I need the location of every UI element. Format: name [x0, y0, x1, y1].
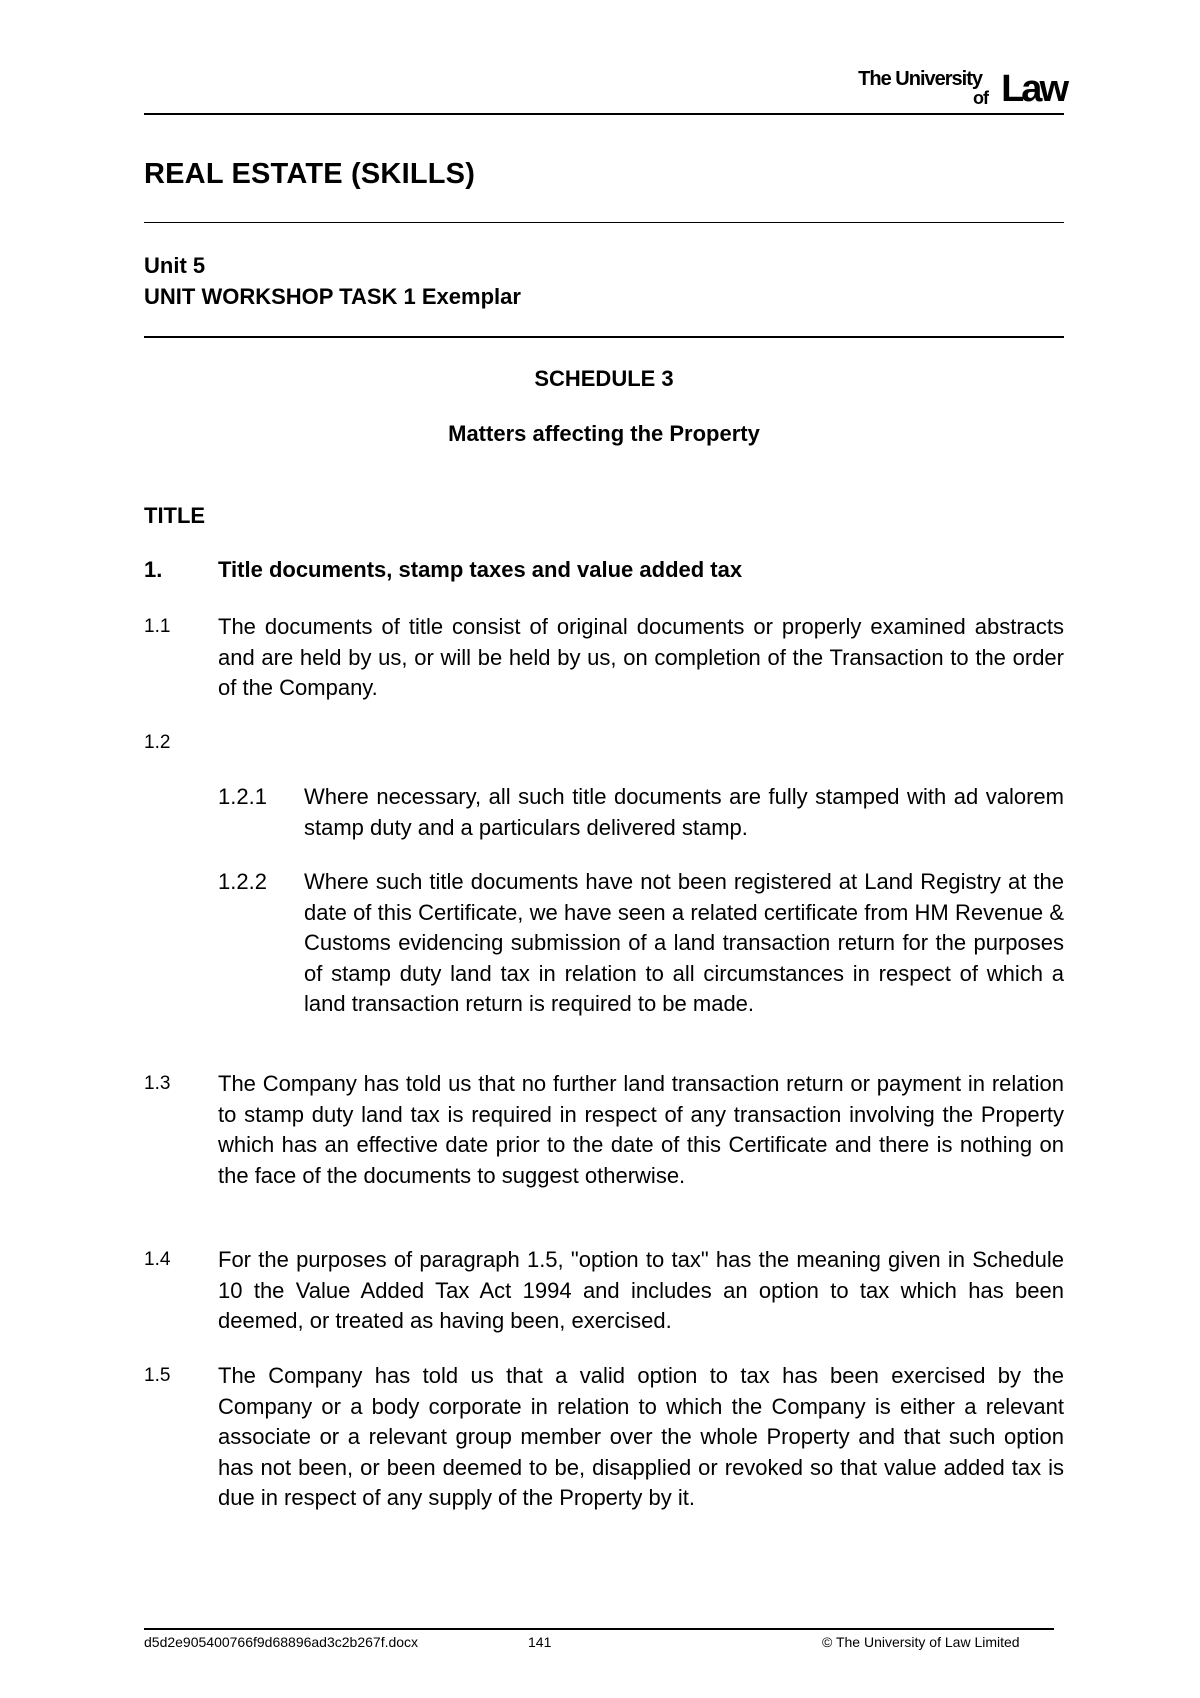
paragraph-1-1	[144, 612, 1064, 704]
unit-number: Unit 5	[144, 253, 206, 278]
paragraph-text: The Company has told us that a valid option to tax has been exercised by the Company or a body corporate in relation to which the Company is either a relevant associate or a relevant group member over the whole Property and that such option has not been, or been deemed to be, disapplied or revoked so that value added tax is due in respect of any supply of the Property by it.	[218, 1363, 1064, 1510]
paragraph-text: For the purposes of paragraph 1.5, "option to tax" has the meaning given in Schedule 10 the Value Added Tax Act 1994 and includes an option to tax which has been deemed, or treated as having been, exercised.	[218, 1247, 1064, 1333]
paragraph-number: 1.2.1	[218, 784, 267, 809]
document-title: REAL ESTATE (SKILLS)	[144, 158, 476, 190]
header-rule	[144, 113, 1064, 115]
paragraph-number: 1.1	[144, 616, 171, 637]
paragraph-text: Where necessary, all such title documents are fully stamped with ad valorem stamp duty and a particulars delivered stamp.	[304, 784, 1064, 840]
footer-rule	[144, 1628, 1054, 1630]
paragraph-text: The documents of title consist of original documents or properly examined abstracts and are held by us, or will be held by us, on completion of the Transaction to the order of the Company.	[218, 614, 1064, 700]
paragraph-1-3	[144, 1069, 1064, 1191]
paragraph-1-2-1	[218, 782, 1064, 843]
paragraph-number: 1.3	[144, 1073, 171, 1094]
clause-title: Title documents, stamp taxes and value added tax	[218, 557, 743, 582]
clause-heading	[144, 557, 742, 583]
schedule-subtitle: Matters affecting the Property	[448, 421, 760, 446]
university-of-law-logo	[854, 64, 1066, 114]
paragraph-number: 1.5	[144, 1365, 171, 1386]
schedule-heading: SCHEDULE 3	[534, 366, 674, 391]
unit-heading	[144, 250, 521, 312]
footer-page-number: 141	[528, 1634, 552, 1650]
section-heading: TITLE	[144, 503, 206, 528]
title-rule	[144, 222, 1064, 223]
paragraph-text: Where such title documents have not been registered at Land Registry at the date of this Certificate, we have seen a related certificate from HM Revenue & Customs evidencing submission of a land transaction return for the purposes of stamp duty land tax in relation to all circumstances in respect of which a land transaction return is required to be made.	[304, 869, 1064, 1016]
clause-number: 1.	[144, 557, 163, 582]
logo-text-law: Law	[1001, 68, 1066, 110]
paragraph-number: 1.2.2	[218, 869, 267, 894]
paragraph-1-5	[144, 1361, 1064, 1514]
logo-text-of: of	[973, 88, 988, 108]
unit-rule	[144, 336, 1064, 338]
footer-filename: d5d2e905400766f9d68896ad3c2b267f.docx	[144, 1634, 419, 1650]
task-name: UNIT WORKSHOP TASK 1 Exemplar	[144, 284, 521, 309]
paragraph-text: The Company has told us that no further land transaction return or payment in relation to stamp duty land tax is required in respect of any transaction involving the Property which has an effective date prior to the date of this Certificate and there is nothing on the face of the documents to suggest otherwise.	[218, 1071, 1064, 1188]
paragraph-number: 1.4	[144, 1249, 171, 1270]
footer-copyright: © The University of Law Limited	[822, 1634, 1020, 1650]
paragraph-1-4	[144, 1245, 1064, 1337]
logo-text-university: The University	[858, 68, 982, 90]
paragraph-1-2-2	[218, 867, 1064, 1020]
paragraph-number: 1.2	[144, 732, 171, 753]
